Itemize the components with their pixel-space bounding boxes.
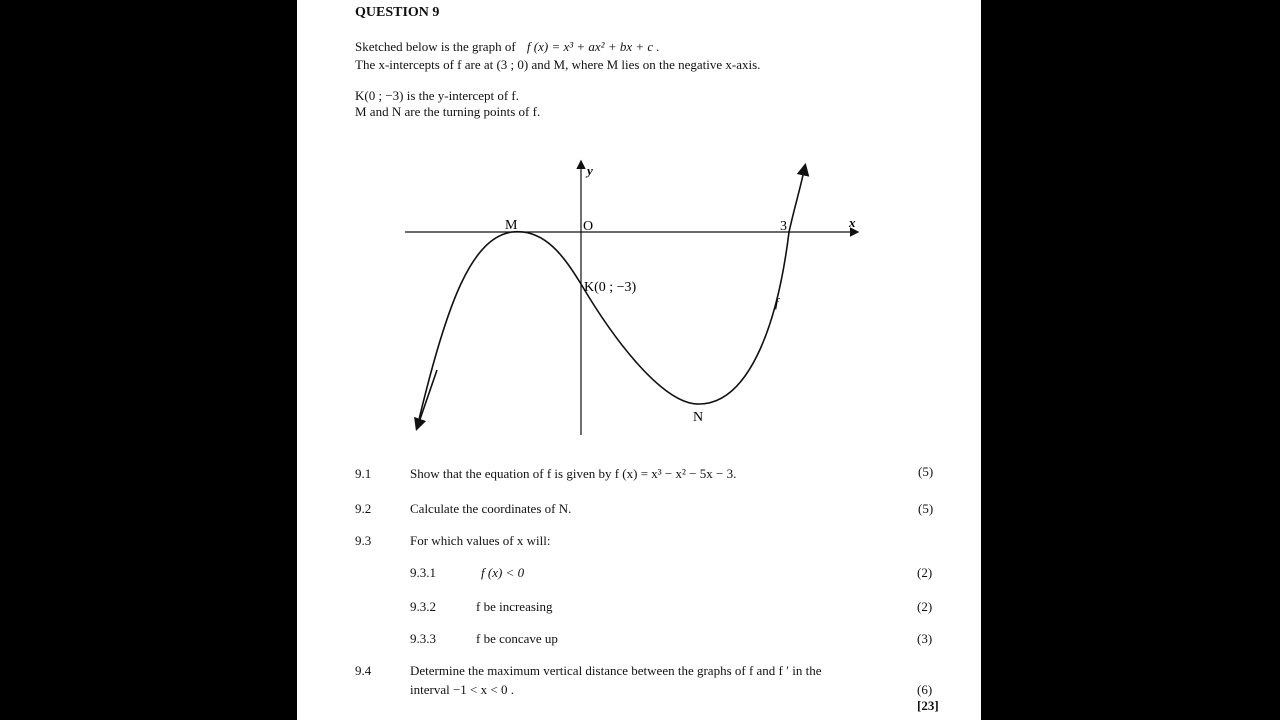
part-9-3-1-text: f (x) < 0: [481, 565, 525, 580]
exam-page: [297, 0, 981, 720]
cubic-graph: [297, 0, 981, 460]
part-9-1-number: 9.1: [355, 466, 372, 481]
intro-line-3: K(0 ; −3) is the y-intercept of f.: [355, 88, 520, 103]
curve-f: [417, 166, 805, 428]
part-9-2-number: 9.2: [355, 501, 372, 516]
part-9-3-3-marks: (3): [917, 631, 933, 646]
part-9-3-number: 9.3: [355, 533, 372, 548]
part-9-2-text: Calculate the coordinates of N.: [410, 501, 572, 516]
intro-line-1: Sketched below is the graph of f (x) = x³ + ax² + bx + c .: [355, 39, 660, 54]
part-9-3-2-text: f be increasing: [476, 599, 553, 614]
curve-f-label: f: [775, 295, 779, 310]
part-9-2-marks: (5): [918, 501, 934, 516]
part-9-1-marks: (5): [918, 464, 934, 479]
part-9-4-marks: (6): [917, 682, 933, 697]
part-9-3-3-text: f be concave up: [476, 631, 558, 646]
point-m-label: M: [505, 218, 518, 233]
origin-label: O: [583, 219, 594, 234]
part-9-3-2-number: 9.3.2: [410, 599, 436, 614]
part-9-4-text-line2: interval −1 < x < 0 .: [410, 682, 514, 697]
part-9-3-1-number: 9.3.1: [410, 565, 436, 580]
x-axis-label: x: [849, 215, 856, 230]
part-9-3-3-number: 9.3.3: [410, 631, 436, 646]
part-9-3-1-marks: (2): [917, 565, 933, 580]
part-9-3-2-marks: (2): [917, 599, 933, 614]
point-n-label: N: [693, 410, 704, 425]
intro-line-2: The x-intercepts of f are at (3 ; 0) and M, where M lies on the negative x-axis.: [355, 57, 761, 72]
intercept-3-label: 3: [780, 219, 787, 234]
point-k-label: K(0 ; −3): [584, 280, 637, 295]
part-9-4-number: 9.4: [355, 663, 372, 678]
question-total-marks: [23]: [917, 698, 939, 713]
y-axis-label: y: [587, 163, 593, 178]
part-9-1-text: Show that the equation of f is given by f (x) = x³ − x² − 5x − 3.: [410, 466, 737, 481]
part-9-4-text: Determine the maximum vertical distance between the graphs of f and f ′ in the: [410, 663, 822, 678]
part-9-3-text: For which values of x will:: [410, 533, 551, 548]
intro-line-4: M and N are the turning points of f.: [355, 104, 541, 119]
question-title: QUESTION 9: [355, 5, 440, 20]
